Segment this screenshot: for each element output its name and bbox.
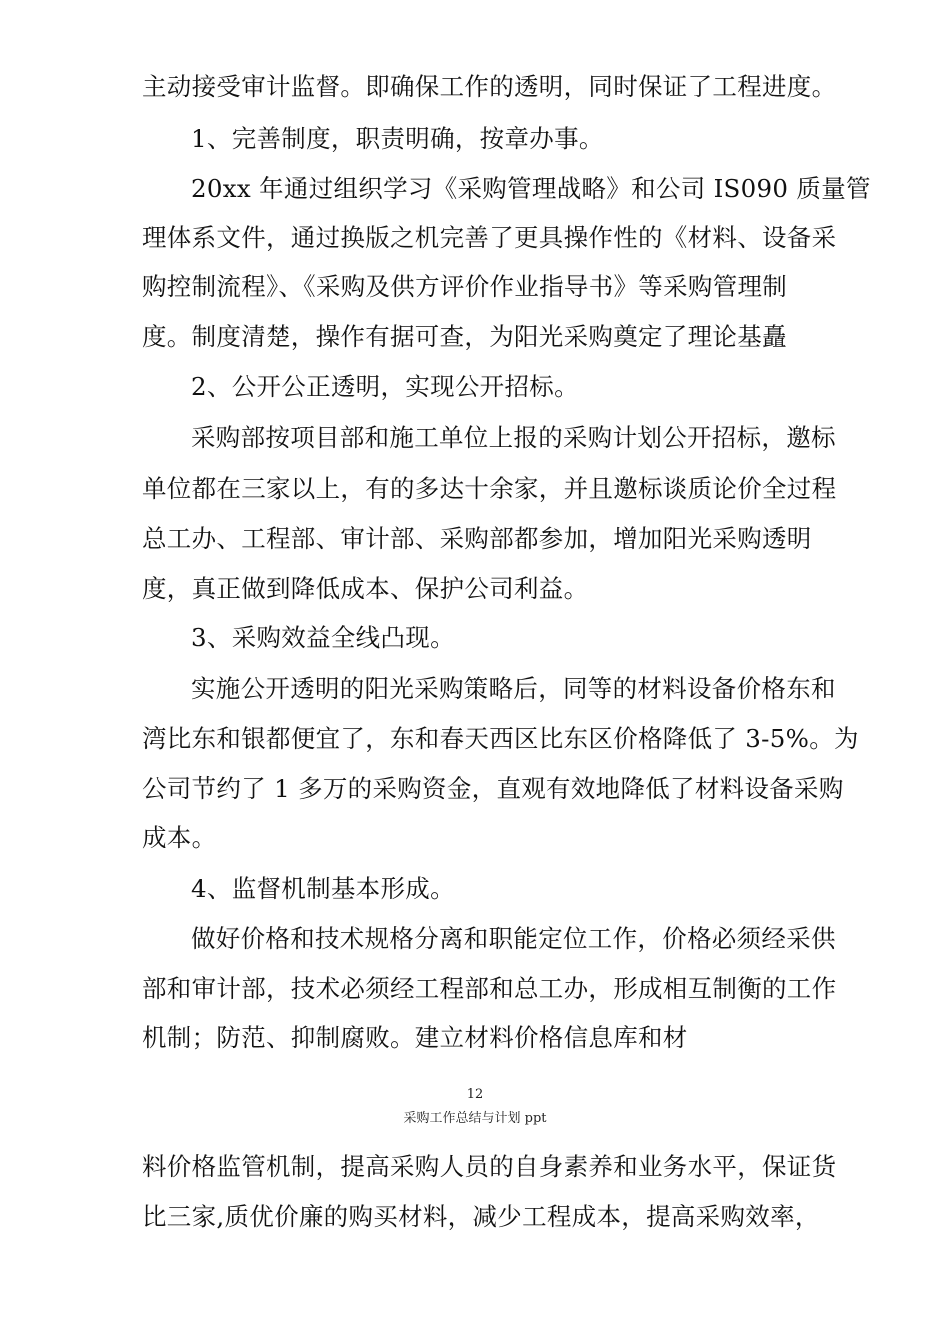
- paragraph-line: 购控制流程》、《采购及供方评价作业指导书》等采购管理制: [142, 272, 788, 301]
- paragraph-line: 单位都在三家以上，有的多达十余家，并且邀标谈质论价全过程: [142, 474, 837, 503]
- paragraph-line: 机制；防范、抑制腐败。建立材料价格信息库和材: [142, 1023, 688, 1052]
- paragraph-line: 度，真正做到降低成本、保护公司利益。: [142, 574, 589, 603]
- paragraph-line: 度。制度清楚，操作有据可查，为阳光采购奠定了理论基矗: [142, 322, 787, 351]
- paragraph-line: 成本。: [142, 823, 217, 852]
- paragraph-line: 部和审计部，技术必须经工程部和总工办，形成相互制衡的工作: [142, 974, 837, 1003]
- paragraph-line: 总工办、工程部、审计部、采购部都参加，增加阳光采购透明: [142, 524, 812, 553]
- paragraph-line: 主动接受审计监督。即确保工作的透明，同时保证了工程进度。: [142, 72, 837, 101]
- paragraph-line: 采购部按项目部和施工单位上报的采购计划公开招标，邀标: [191, 423, 836, 452]
- paragraph-line: 比三家,质优价廉的购买材料，减少工程成本，提高采购效率，: [142, 1202, 820, 1231]
- section-heading: 4、监督机制基本形成。: [191, 874, 455, 903]
- paragraph-line: 公司节约了 1 多万的采购资金，直观有效地降低了材料设备采购: [142, 774, 844, 803]
- paragraph-line: 做好价格和技术规格分离和职能定位工作，价格必须经采供: [191, 924, 836, 953]
- page-number: 12: [466, 1087, 484, 1102]
- paragraph-line: 理体系文件，通过换版之机完善了更具操作性的《材料、设备采: [142, 223, 837, 252]
- section-heading: 1、完善制度，职责明确，按章办事。: [191, 124, 604, 153]
- section-heading: 3、采购效益全线凸现。: [191, 623, 455, 652]
- footer-doc-title: 采购工作总结与计划 ppt: [403, 1111, 547, 1126]
- paragraph-line: 实施公开透明的阳光采购策略后，同等的材料设备价格东和: [191, 674, 836, 703]
- paragraph-line: 湾比东和银都便宜了，东和春天西区比东区价格降低了 3-5%。为: [142, 724, 859, 753]
- section-heading: 2、公开公正透明，实现公开招标。: [191, 372, 579, 401]
- paragraph-line: 料价格监管机制，提高采购人员的自身素养和业务水平，保证货: [142, 1152, 837, 1181]
- paragraph-line: 20xx 年通过组织学习《采购管理战略》和公司 IS090 质量管: [191, 174, 871, 203]
